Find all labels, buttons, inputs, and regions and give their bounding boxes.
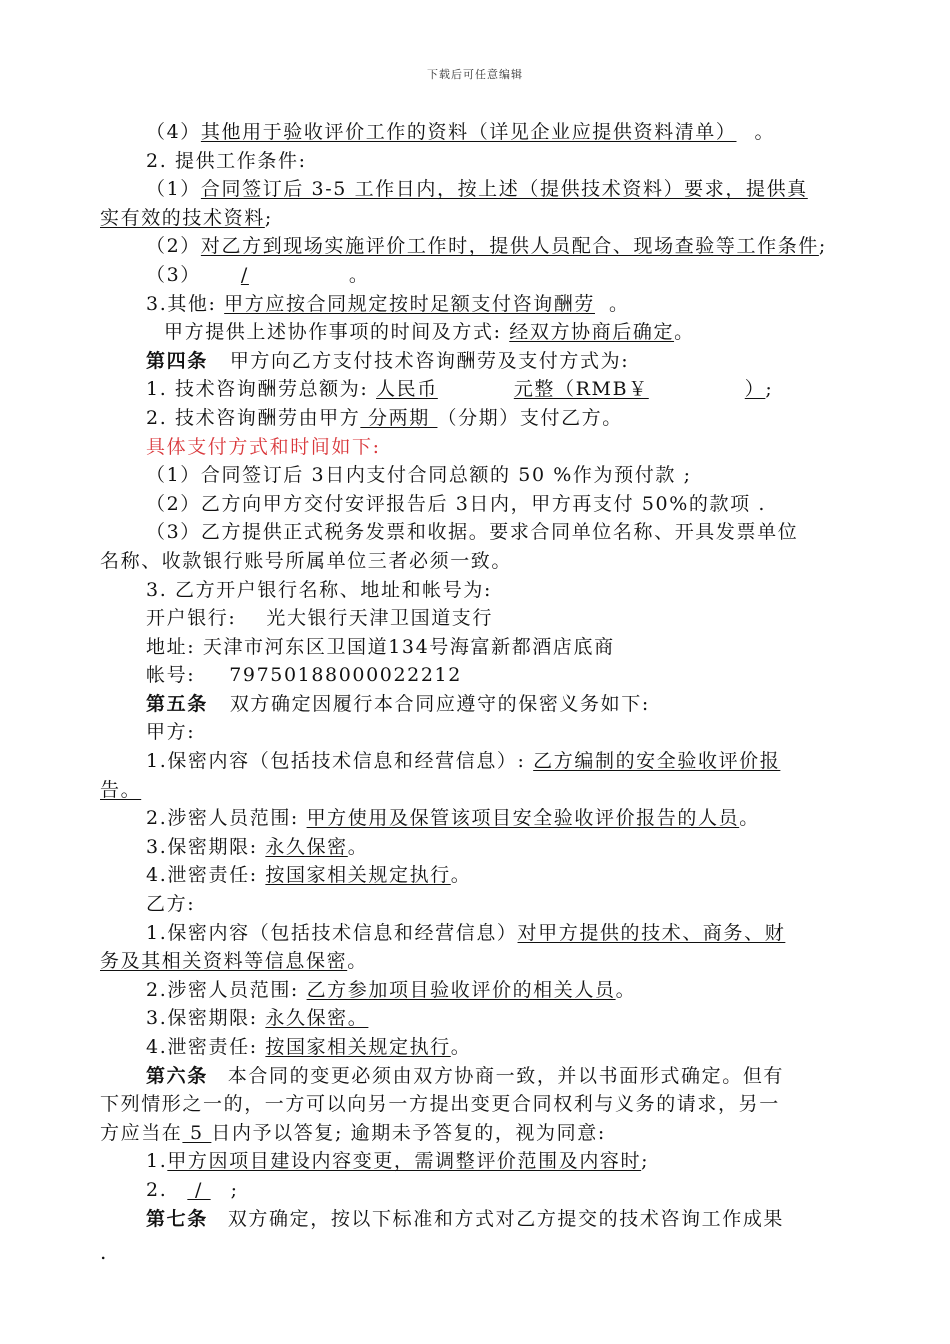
bank-address: 地址: 天津市河东区卫国道134号海富新都酒店底商 [146,635,615,658]
line-1: （4）其他用于验收评价工作的资料（详见企业应提供资料清单） 。 [146,121,776,143]
line-30: 务及其相关资料等信息保密。 [100,950,368,973]
line-29: 1.保密内容（包括技术信息和经营信息）对甲方提供的技术、商务、财 [146,921,786,944]
line-37: 1.甲方因项目建设内容变更，需调整评价范围及内容时; [146,1150,650,1173]
line-5: （2）对乙方到现场实施评价工作时，提供人员配合、现场查验等工作条件; [146,235,827,258]
line-31: 2.涉密人员范围: 乙方参加项目验收评价的相关人员。 [146,978,637,1001]
party-a-label: 甲方: [146,721,196,744]
bank-account: 帐号: 79750188000022212 [146,664,462,687]
line-38: 2. / ; [146,1178,239,1201]
footer-dot: . [100,1240,107,1264]
line-11: 2. 技术咨询酬劳由甲方 分两期 （分期）支付乙方。 [146,406,623,429]
line-13: （1）合同签订后 3日内支付合同总额的 50 %作为预付款 ; [146,464,692,487]
line-17: 3. 乙方开户银行名称、地址和帐号为: [146,578,492,601]
line-2: 2. 提供工作条件: [146,149,307,172]
line-25: 2.涉密人员范围: 甲方使用及保管该项目安全验收评价报告的人员。 [146,807,760,830]
line-15: （3）乙方提供正式税务发票和收据。要求合同单位名称、开具发票单位 [146,521,799,544]
line-6: （3） / 。 [146,263,370,286]
article-5-heading: 第五条 双方确定因履行本合同应遵守的保密义务如下: [146,692,650,715]
article-7-heading: 第七条 双方确定，按以下标准和方式对乙方提交的技术咨询工作成果 [146,1207,785,1230]
line-14: （2）乙方向甲方交付安评报告后 3日内，甲方再支付 50%的款项 . [146,492,766,515]
article-6-heading: 第六条 本合同的变更必须由双方协商一致，并以书面形式确定。但有 [146,1064,785,1087]
party-b-label: 乙方: [146,893,196,916]
line-4: 实有效的技术资料; [100,206,273,229]
line-16: 名称、收款银行账号所属单位三者必须一致。 [100,549,513,572]
line-27: 4.泄密责任: 按国家相关规定执行。 [146,864,472,887]
line-24: 告。 [100,778,142,801]
line-26: 3.保密期限: 永久保密。 [146,835,369,858]
line-23: 1.保密内容（包括技术信息和经营信息）: 乙方编制的安全验收评价报 [146,750,781,773]
line-32: 3.保密期限: 永久保密。 [146,1007,369,1030]
bank-name: 开户银行: 光大银行天津卫国道支行 [146,607,494,630]
payment-subheading: 具体支付方式和时间如下: [146,435,381,458]
line-3: （1）合同签订后 3-5 工作日内，按上述（提供技术资料）要求，提供真 [146,178,808,201]
page-header: 下载后可任意编辑 [427,68,523,81]
document-body [100,118,854,1233]
line-36: 方应当在 5 日内予以答复; 逾期未予答复的，视为同意: [100,1121,606,1144]
line-7: 3.其他: 甲方应按合同规定按时足额支付咨询酬劳 。 [146,292,630,315]
line-35: 下列情形之一的，一方可以向另一方提出变更合同权利与义务的请求，另一 [100,1093,780,1116]
article-4-heading: 第四条 甲方向乙方支付技术咨询酬劳及支付方式为: [146,349,630,372]
line-10: 1. 技术咨询酬劳总额为: 人民币 元整（RMB￥ ）; [146,378,774,401]
line-33: 4.泄密责任: 按国家相关规定执行。 [146,1036,472,1058]
line-8: 甲方提供上述协作事项的时间及方式: 经双方协商后确定。 [164,321,695,344]
